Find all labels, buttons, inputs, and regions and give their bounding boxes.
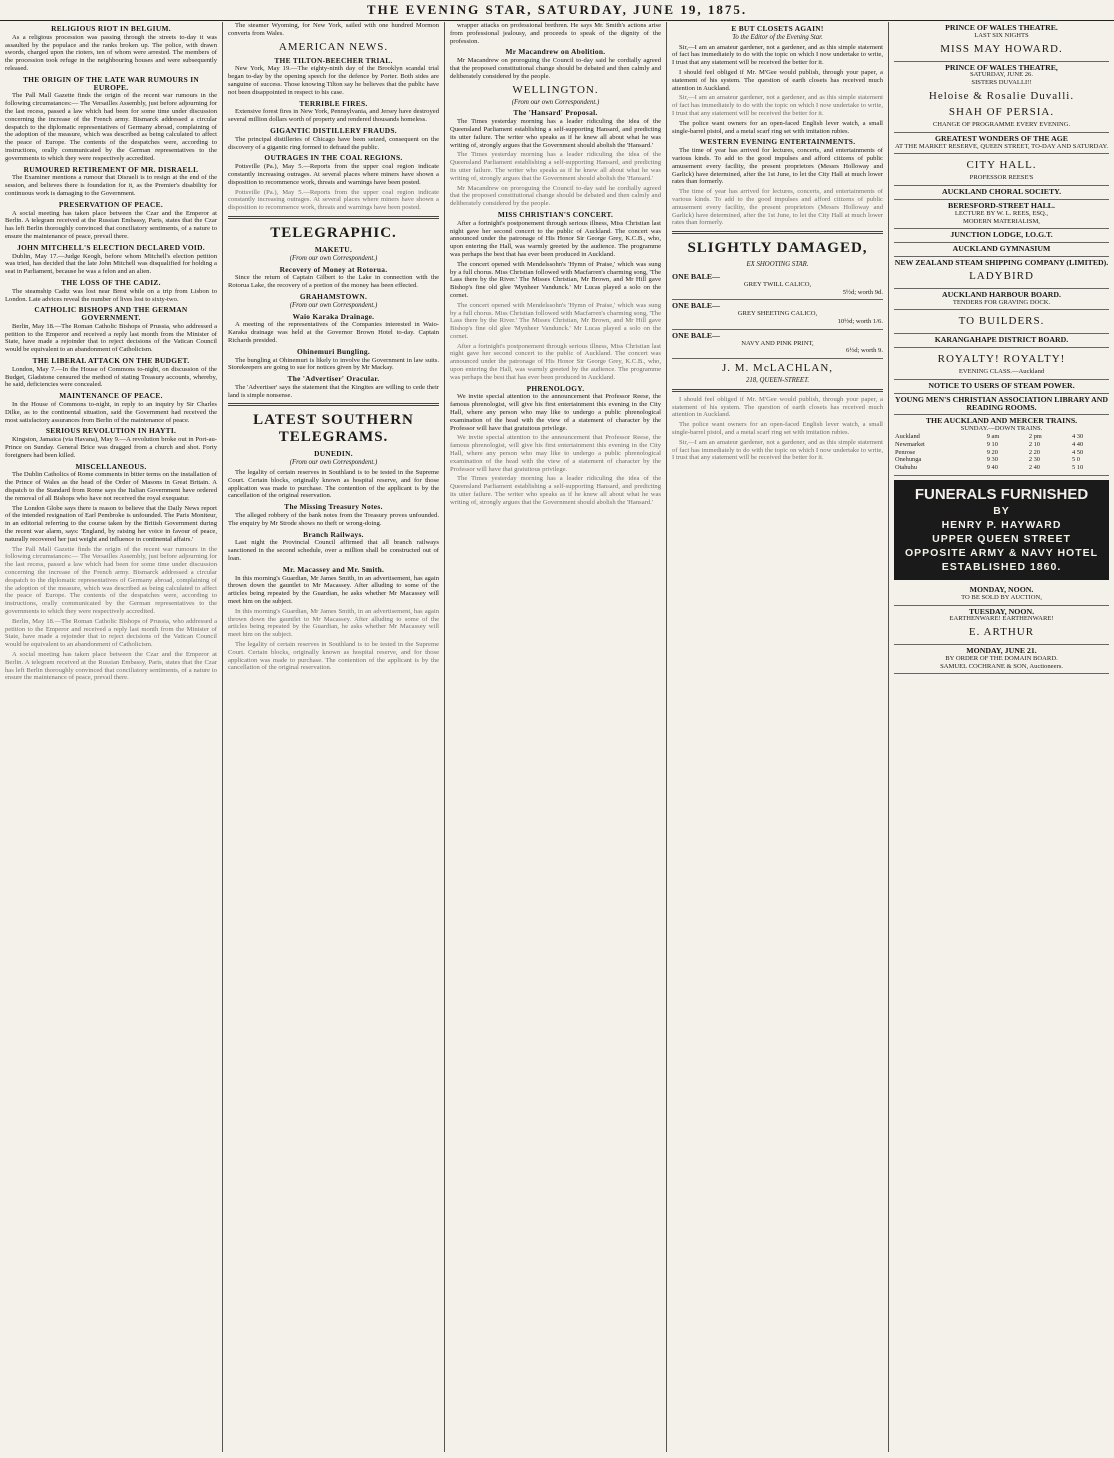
filler-text: A social meeting has taken place between the Czar and the Emperor at Berlin. A telegram received at the Russian Embassy, Paris, states that the Czar has left Berlin thoroughly convinced that conciliatory sentiments, of a nature to ensure the maintenance of peace, prevail there. <box>5 650 217 682</box>
article-text: London, May 7.—In the House of Commons to-night, on discussion of the Budget, Gladstone censured the method of stating Treasury accounts, whereby, he said, deficiencies were concealed. <box>5 365 217 389</box>
advert: TO BUILDERS. <box>894 310 1109 334</box>
filler-text: We invite special attention to the announcement that Professor Reese, the famous phrenologist, will give his first entertainment this evening in the City Hall, where any person who may like to undergo a public phrenological examination of the head with the view of a statement of character by the Professor will have that gratuitous privilege. <box>450 434 661 473</box>
advertiser-address: 218, QUEEN-STREET. <box>745 377 810 385</box>
heading: SERIOUS REVOLUTION IN HAYTI. <box>45 426 177 436</box>
article-text: The 'Advertiser' says the statement that the Kingites are willing to cede their land is simple nonsense. <box>228 383 439 399</box>
heading: CATHOLIC BISHOPS AND THE GERMAN GOVERNMENT. <box>34 305 188 323</box>
divider <box>228 216 439 219</box>
column-1 <box>0 22 222 1452</box>
advert: BERESFORD-STREET HALL. LECTURE BY W. L. REES, ESQ., MODERN MATERIALISM, <box>894 200 1109 229</box>
advert: THE AUCKLAND AND MERCER TRAINS. SUNDAY.—DOWN TRAINS. Auckland 9 am 2 pm 4 30 Newmarket 9 10 2 10 4 40 Penrose 9 20 2 20 4 50 Onehunga 9 30 2 30 5 0 Otahuhu 9 40 2 40 5 10 <box>894 415 1109 476</box>
article-text: Since the return of Captain Gilbert to the Lake in connection with the Rotorua Lake, the recovery of a portion of the money has been effected. <box>228 274 439 290</box>
article-text: The steamer Wyoming, for New York, sailed with one hundred Mormon converts from Wales. <box>228 22 439 37</box>
heading: The Missing Treasury Notes. <box>284 502 383 512</box>
filler-text: Sir,—I am an amateur gardener, not a gardener, and as this simple statement of fact has immediately to do with the topic on which I now undertake to write, I trust that any statement will be received the better for it. <box>672 438 883 462</box>
heading: TERRIBLE FIRES. <box>299 98 368 108</box>
advert: MONDAY, NOON. TO BE SOLD BY AUCTION, <box>894 584 1109 606</box>
article-text: wrapper attacks on professional brethren. He says Mr. Smith's actions arise from professional jealousy, and proceeds to speak of the dignity of the profession. <box>450 22 661 45</box>
article-text: After a fortnight's postponement through serious illness, Miss Christian last night gave her second concert to the public of Auckland. The concert was announced under the patronage of His Honor Sir George Grey, K.C.B., who, upon entering the Hall, was warmly greeted by the audience. The programme was perhaps the best that has ever been produced in Auckland. <box>450 219 661 258</box>
heading: MAINTENANCE OF PEACE. <box>59 391 163 401</box>
heading: RELIGIOUS RIOT IN BELGIUM. <box>51 24 171 33</box>
article-text: Mr Macandrew on proroguing the Council to-day said he cordially agreed that the proposed constitutional change should be debated and then calmly and deliberately considered by the people. <box>450 57 661 80</box>
latest-telegrams-heading: LATEST SOUTHERN TELEGRAMS. <box>253 412 414 446</box>
advert: KARANGAHAPE DISTRICT BOARD. <box>894 334 1109 348</box>
heading: THE TILTON-BEECHER TRIAL. <box>274 55 393 65</box>
filler-text: The Times yesterday morning has a leader ridiculing the idea of the Queensland Parliament establishing a self-supporting Hansard, and predicting its utter failure. The writer who speaks as if he knew all about what he was writing of, strongly argues that the Government should abolish the 'Hansard.' <box>450 475 661 506</box>
article-text: The concert opened with Mendelssohn's 'Hymn of Praise,' which was sung by a full chorus. Miss Christian followed with Macfarren's charming song, 'The Lass there by the River.' The Misses Christian, Mr Brown, and Mr Hill gave Bishop's fine old glee 'Mynheer Vandunck.' Mr Lucas played a solo on the cornet. <box>450 260 661 299</box>
article-text: The steamship Cadiz was lost near Brest while on a trip from Lisbon to London. Late advices reveal the number of lives lost to sixty-two. <box>5 287 217 303</box>
heading: THE LOSS OF THE CADIZ. <box>61 277 161 287</box>
article-text: The Pall Mall Gazette finds the origin of the recent war rumours in the following circumstances:— The Versailles Assembly, just before adjourning for the last recess, passed a law which had been for some time under discussion concerning the increase of the French army. Bismarck addressed a circular despatch to the diplomatic representatives of Germany abroad, complaining of the adoption of the measure, which was described as being calculated to affect the peace of Europe. The contents of the despatches were, according to instructions, orally communicated by the German representatives to the governments to which they were respectively accredited. <box>5 92 217 162</box>
article-text: The time of year has arrived for lectures, concerts, and entertainments of various kinds. To add to the good impulses and afford citizens of public amusement every facility, the present proprietors (Messrs Holloway and Garlick) have determined, after the 1st June, to let the City Hall at much lower rates than formerly. <box>672 147 883 186</box>
heading: Mr Macandrew on Abolition. <box>505 47 606 57</box>
table-row: Otahuhu 9 40 2 40 5 10 <box>895 464 1084 472</box>
advert: AUCKLAND HARBOUR BOARD. TENDERS FOR GRAVING DOCK. <box>894 289 1109 311</box>
article-text: I should feel obliged if Mr. M'Gee would publish, through your paper, a statement of his system. The question of earth closets has received much attention in Auckland. <box>672 68 883 92</box>
article-text: The Times yesterday morning has a leader ridiculing the idea of the Queensland Parliament establishing a self-supporting Hansard, and predicting its utter failure. The writer who speaks as if he knew all about what he was writing of, strongly argues that the Government should abolish the 'Hansard.' <box>450 118 661 149</box>
heading: PRESERVATION OF PEACE. <box>58 199 164 209</box>
heading: The 'Hansard' Proposal. <box>513 108 598 118</box>
heading: PHRENOLOGY. <box>526 383 585 393</box>
advert-item: ONE BALE— NAVY AND PINK PRINT, 6½d; worth 9. <box>672 330 883 359</box>
article-text: The principal distilleries of Chicago have been seized, consequent on the discovery of a gigantic ring formed to defraud the public. <box>228 135 439 151</box>
section-heading: AMERICAN NEWS. <box>278 40 389 53</box>
filler-text: The concert opened with Mendelssohn's 'Hymn of Praise,' which was sung by a full chorus. Miss Christian followed with Macfarren's charming song, 'The Lass there by the River.' The Misses Christian, Mr Brown, and Mr Hill gave Bishop's fine old glee 'Mynheer Vandunck.' Mr Lucas played a solo on the cornet. <box>450 301 661 340</box>
heading: OUTRAGES IN THE COAL REGIONS. <box>264 153 403 163</box>
subheading: To the Editor of the Evening Star. <box>732 33 823 41</box>
filler-text: Berlin, May 18.—The Roman Catholic Bishops of Prussia, who addressed a petition to the Emperor and received a reply last month from the Minister of State, have made a rejoinder that to reject decisions of the Vatican Council would be equivalent to an abandonment of Catholicism. <box>5 617 217 649</box>
article-text: A meeting of the representatives of the Companies interested in Waio-Karaka drainage was held at the Governor Brown Hotel to-day. Captain Richards presided. <box>228 321 439 344</box>
divider <box>672 389 883 392</box>
article-text: Pottsville (Pa.), May 5.—Reports from the upper coal region indicate constantly increasing outrages. At several places where miners have shown a disposition to recommence work, threats and warnings have been posted. <box>228 163 439 186</box>
advert-subheading: EX SHOOTING STAR. <box>746 261 809 269</box>
article-text: Sir,—I am an amateur gardener, not a gardener, and as this simple statement of fact has immediately to do with the topic on which I now undertake to write, I trust that any statement will be received the better for it. <box>672 43 883 67</box>
article-text: The police want owners for an open-faced English lever watch, a small single-barrel pistol, and a metal scarf ring set with imitation rubies. <box>672 119 883 135</box>
advert: NEW ZEALAND STEAM SHIPPING COMPANY (LIMITED). LADYBIRD <box>894 257 1109 289</box>
table-row: Auckland 9 am 2 pm 4 30 <box>895 432 1084 440</box>
article-text: The Dublin Catholics of Rome comments in bitter terms on the installation of the Prince of Wales as the head of the Order of Masons in Great Britain. A dispatch to the Standard from Rome says the Italian Government have ordered the removal of all Bishops who have not received the royal exequatur. <box>5 471 217 502</box>
heading: Ohinemuri Bungling. <box>296 346 371 356</box>
article-text: In this morning's Guardian, Mr James Smith, in an advertisement, has again thrown down the gauntlet to Mr Macassey. After alluding to some of the articles being repeated by the Guardian, he asks whether Mr Macassey will meet him on the subject. <box>228 574 439 606</box>
heading: WESTERN EVENING ENTERTAINMENTS. <box>699 137 856 147</box>
advert: CITY HALL. PROFESSOR REESE'S <box>894 154 1109 186</box>
heading: E BUT CLOSETS AGAIN! <box>731 24 824 33</box>
article-text: A social meeting has taken place between the Czar and the Emperor at Berlin. A telegram received at the Russian Embassy, Paris, states that the Czar has left Berlin thoroughly convinced that conciliatory sentiments, of a nature to ensure the maintenance of peace, prevail there. <box>5 209 217 240</box>
column-3 <box>444 22 666 1452</box>
subheading: (From our own Correspondent.) <box>289 301 378 309</box>
filler-text: The Pall Mall Gazette finds the origin of the recent war rumours in the following circumstances:— The Versailles Assembly, just before adjourning for the last recess, passed a law which had been for some time under discussion concerning the increase of the French army. Bismarck addressed a circular despatch to the diplomatic representatives of Germany abroad, complaining of the adoption of the measure, which was described as being calculated to affect the peace of Europe. The contents of the despatches were, according to instructions, orally communicated by the German representatives to the governments to which they were respectively accredited. <box>5 545 217 615</box>
column-2 <box>222 22 444 1452</box>
timetable-heading: SUNDAY.—DOWN TRAINS. <box>960 425 1043 433</box>
table-row: Onehunga 9 30 2 30 5 0 <box>895 456 1080 464</box>
article-text: The alleged robbery of the bank notes from the Treasury proves unfounded. The enquiry by Mr Strode shows no theft or wrong-doing. <box>228 512 439 527</box>
filler-text: I should feel obliged if Mr. M'Gee would publish, through your paper, a statement of his system. The question of earth closets has received much attention in Auckland. <box>672 395 883 419</box>
subheading: (From our own Correspondent.) <box>289 254 378 262</box>
article-text: The bungling at Ohinemuri is likely to involve the Government in law suits. Storekeepers are going to sue for notices given by Mr Mackay. <box>228 356 439 372</box>
heading: GRAHAMSTOWN. <box>299 291 368 301</box>
article-text: Last night the Provincial Council affirmed that all branch railways sanctioned in the second schedule, over a million shall be constructed out of loan. <box>228 539 439 563</box>
article-text: In the House of Commons to-night, in reply to an inquiry by Sir Charles Dilke, as to the continental situation, said the Government had received the most satisfactory assurances from Berlin of the maintenance of peace. <box>5 401 217 424</box>
heading: GIGANTIC DISTILLERY FRAUDS. <box>270 125 397 135</box>
advert: ROYALTY! ROYALTY! EVENING CLASS.—Auckland <box>894 348 1109 380</box>
advert: YOUNG MEN'S CHRISTIAN ASSOCIATION LIBRARY AND READING ROOMS. <box>894 394 1109 416</box>
section-heading: WELLINGTON. <box>512 83 599 96</box>
advert-item: ONE BALE— GREY SHEETING CALICO, 10½d; worth 1/6. <box>672 300 883 329</box>
advert: AUCKLAND CHORAL SOCIETY. <box>894 186 1109 200</box>
filler-text: After a fortnight's postponement through serious illness, Miss Christian last night gave her second concert to the public of Auckland. The concert was announced under the patronage of His Honor Sir George Grey, K.C.B., who, upon entering the Hall, was warmly greeted by the audience. The programme was perhaps the best that has ever been produced in Auckland. <box>450 342 661 381</box>
article-text: The London Globe says there is reason to believe that the Daily News report of the intended resignation of Earl Pembroke is unfounded. The Paris Moniteur, in an editorial referring to the course taken by the British Government during the recent war alarm, says: 'England, by raising her voice in favour of peace, naturally recovered her just weight and influence in continental affairs.' <box>5 504 217 543</box>
filler-text: The police want owners for an open-faced English lever watch, a small single-barrel pistol, and a metal scarf ring set with imitation rubies. <box>672 421 883 437</box>
subheading: (From our own Correspondent.) <box>511 98 600 106</box>
article-text: We invite special attention to the announcement that Professor Reese, the famous phrenologist, will give his first entertainment this evening in the City Hall, where any person who may like to undergo a public phrenological examination of the head with the view of a statement of character by the Professor will have that gratuitous privilege. <box>450 393 661 432</box>
train-timetable <box>894 433 1109 472</box>
heading: DUNEDIN. <box>314 449 353 459</box>
heading: THE LIBERAL ATTACK ON THE BUDGET. <box>32 356 190 366</box>
advert: AUCKLAND GYMNASIUM <box>894 243 1109 257</box>
article-text: Dublin, May 17.—Judge Keogh, before whom Mitchell's election petition was tried, has decided that the late John Mitchell was disqualified for holding a seat in Parliament, because he was a felon and an alien. <box>5 252 217 276</box>
heading: MISCELLANEOUS. <box>75 461 147 471</box>
filler-text: The Times yesterday morning has a leader ridiculing the idea of the Queensland Parliament establishing a self-supporting Hansard, and predicting its utter failure. The writer who speaks as if he knew all about what he was writing of, strongly argues that the Government should abolish the 'Hansard.' <box>450 151 661 182</box>
heading: Branch Railways. <box>303 529 364 539</box>
heading: Recovery of Money at Rotorua. <box>279 264 388 274</box>
advert-item: ONE BALE— GREY TWILL CALICO, 5½d; worth 9d. <box>672 271 883 300</box>
article-text: As a religious procession was passing through the streets to-day it was assaulted by the populace and the ranks broken up. The police, with drawn swords, charged upon the rioters, ten of whom were arrested. The members of the procession took refuge in the neighbouring houses and were subsequently released. <box>5 33 217 72</box>
masthead: THE EVENING STAR, SATURDAY, JUNE 19, 1875. <box>0 0 1114 21</box>
advert-heading: SLIGHTLY DAMAGED, <box>687 240 868 257</box>
column-5 <box>888 22 1114 1452</box>
advert: TUESDAY, NOON. EARTHENWARE! EARTHENWARE! E. ARTHUR <box>894 606 1109 646</box>
heading: Mr. Macassey and Mr. Smith. <box>282 564 385 574</box>
heading: MISS CHRISTIAN'S CONCERT. <box>497 209 614 219</box>
advert: GREATEST WONDERS OF THE AGE AT THE MARKET RESERVE, QUEEN STREET, TO-DAY AND SATURDAY. <box>894 133 1109 155</box>
heading: MAKETU. <box>314 244 353 254</box>
article-text: Extensive forest fires in New York, Pennsylvania, and Jersey have destroyed several million dollars worth of property and rendered thousands homeless. <box>228 108 439 124</box>
heading: The 'Advertiser' Oracular. <box>287 374 380 384</box>
advert: JUNCTION LODGE, I.O.G.T. <box>894 229 1109 243</box>
advert: MONDAY, JUNE 21. BY ORDER OF THE DOMAIN BOARD. SAMUEL COCHRANE & SON, Auctioneers. <box>894 645 1109 674</box>
article-text: Kingston, Jamaica (via Havana), May 9.—A revolution broke out in Port-au-Prince on Sunday. General Brice was dragged from a church and shot. Forty foreigners had been killed. <box>5 436 217 459</box>
advert: NOTICE TO USERS OF STEAM POWER. <box>894 380 1109 394</box>
divider <box>672 231 883 234</box>
column-4 <box>666 22 888 1452</box>
filler-text: Mr Macandrew on proroguing the Council to-day said he cordially agreed that the proposed constitutional change should be debated and then calmly and deliberately considered by the people. <box>450 184 661 208</box>
article-text: The Examiner mentions a rumour that Disraeli is to resign at the end of the session, and believes there is foundation for it, as the Premier's disability for continuous work is damaging to the Government. <box>5 174 217 197</box>
telegraphic-heading: TELEGRAPHIC. <box>270 224 397 241</box>
article-text: New York, May 19.—The eighty-ninth day of the Brooklyn scandal trial began to-day by the opening speech for the defence by Porter. Both sides are sanguine of success. Those knowing Tilton say he believes that the public have not been disappointed in respect to his case. <box>228 65 439 96</box>
funerals-advert: FUNERALS FURNISHED BY HENRY P. HAYWARD UPPER QUEEN STREET OPPOSITE ARMY & NAVY HOTEL ESTABLISHED 1860. <box>894 480 1109 580</box>
filler-text: The time of year has arrived for lectures, concerts, and entertainments of various kinds. To add to the good impulses and afford citizens of public amusement every facility, the present proprietors (Messrs Holloway and Garlick) have determined, after the 1st June, to let the City Hall at much lower rates than formerly. <box>672 188 883 227</box>
article-text: The legality of certain reserves in Southland is to be tested in the Supreme Court. Certain blocks, originally known as hospital reserve, and for those application was made to purchase. The contention of the applicant is by the cancellation of the original reservation. <box>228 469 439 500</box>
advert: PRINCE OF WALES THEATRE. LAST SIX NIGHTS MISS MAY HOWARD. <box>894 22 1109 62</box>
table-row: Newmarket 9 10 2 10 4 40 <box>895 440 1084 448</box>
heading: Waio Karaka Drainage. <box>292 311 375 321</box>
filler-text: Sir,—I am an amateur gardener, not a gardener, and as this simple statement of fact has immediately to do with the topic on which I now undertake to write, I trust that any statement will be received the better for it. <box>672 94 883 117</box>
heading: JOHN MITCHELL'S ELECTION DECLARED VOID. <box>17 242 205 252</box>
heading: RUMOURED RETIREMENT OF MR. DISRAELI. <box>23 164 199 174</box>
filler-text: The legality of certain reserves in Southland is to be tested in the Supreme Court. Certain blocks, originally known as hospital reserve, and for those application was made to purchase. The contention of the applicant is by the cancellation of the original reservation. <box>228 641 439 672</box>
divider <box>228 403 439 406</box>
table-row: Penrose 9 20 2 20 4 50 <box>895 448 1084 456</box>
article-text: Berlin, May 18.—The Roman Catholic Bishops of Prussia, who addressed a petition to the Emperor and received a reply last month from the Minister of State, have made a rejoinder that to reject decisions of the Vatican Council would be equivalent to an abandonment of Catholicism. <box>5 322 217 354</box>
subheading: (From our own Correspondent.) <box>289 459 378 467</box>
advert: PRINCE OF WALES THEATRE, SATURDAY, JUNE 26. SISTERS DUVALLI!! Heloise & Rosalie Duvalli. SHAH OF PERSIA. CHANGE OF PROGRAMME EVERY EVENING. <box>894 62 1109 133</box>
filler-text: In this morning's Guardian, Mr James Smith, in an advertisement, has again thrown down the gauntlet to Mr Macassey. After alluding to some of the articles being repeated by the Guardian, he asks whether Mr Macassey will meet him on the subject. <box>228 607 439 639</box>
filler-text: Pottsville (Pa.), May 5.—Reports from the upper coal region indicate constantly increasing outrages. At several places where miners have shown a disposition to recommence work, threats and warnings have been posted. <box>228 188 439 212</box>
columns <box>0 22 1114 1452</box>
advertiser-name: J. M. McLACHLAN, <box>721 362 834 375</box>
heading: THE ORIGIN OF THE LATE WAR RUMOURS IN EUROPE. <box>22 74 200 92</box>
